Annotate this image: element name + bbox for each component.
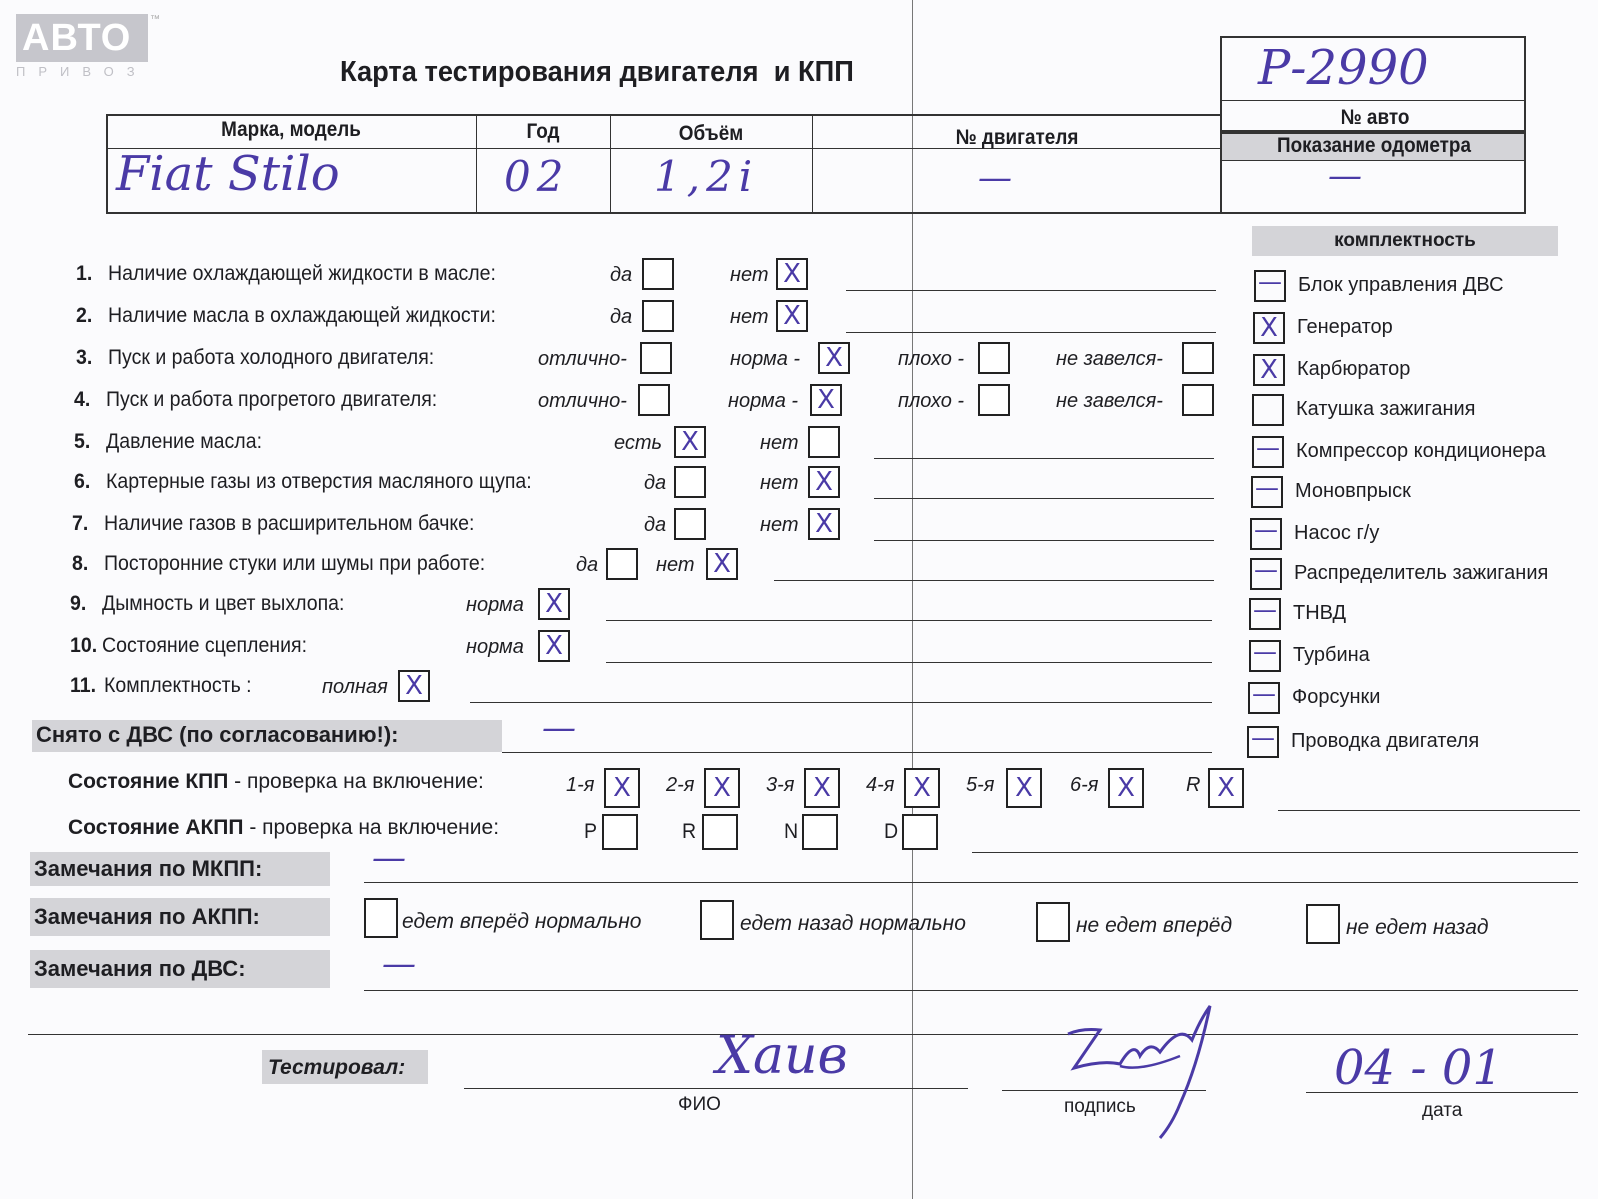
engine-number-value: — [978, 158, 1012, 198]
check-option-checkbox[interactable] [538, 588, 570, 620]
check-option-checkbox[interactable] [810, 384, 842, 416]
check-option-label: норма [466, 594, 524, 616]
check-label: Пуск и работа прогретого двигателя: [106, 388, 438, 411]
akpp-remark-checkbox[interactable] [1036, 902, 1070, 942]
date-label: дата [1422, 1100, 1463, 1121]
volume-label: Объём [678, 122, 744, 145]
check-label: Комплектность : [104, 674, 252, 697]
check-number: 5. [74, 430, 91, 453]
removed-label: Снято с ДВС (по согласованию!): [36, 722, 399, 747]
check-option-label: не завелся- [1056, 348, 1163, 370]
check-label: Давление масла: [106, 430, 262, 453]
volume-value: 1,2i [654, 152, 759, 201]
check-option-checkbox[interactable] [706, 548, 738, 580]
completeness-checkbox[interactable] [1254, 270, 1286, 302]
completeness-item-label: Генератор [1297, 316, 1393, 338]
kpp-label-rest: - проверка на включение: [228, 770, 484, 793]
check-option-label: да [576, 554, 599, 576]
remarks-akpp-label: Замечания по АКПП: [34, 904, 260, 929]
check-option-label: норма [466, 636, 524, 658]
check-option-checkbox[interactable] [640, 342, 672, 374]
check-number: 7. [72, 512, 89, 535]
remarks-mkpp-line [364, 882, 1578, 883]
col-divider [812, 114, 813, 214]
tested-by-label: Тестировал: [268, 1056, 406, 1079]
check-number: 8. [72, 552, 89, 575]
akpp-label [68, 816, 499, 840]
kpp-line [1278, 810, 1580, 811]
akpp-gear-checkbox[interactable] [802, 814, 838, 850]
check-option-label: нет [730, 264, 769, 286]
check-option-label: плохо - [898, 390, 965, 412]
check-notes-line [606, 662, 1212, 663]
check-option-checkbox[interactable] [776, 300, 808, 332]
completeness-checkbox[interactable] [1252, 436, 1284, 468]
check-option-label: да [610, 264, 633, 286]
akpp-label-bold: Состояние АКПП [68, 816, 244, 839]
check-option-label: да [644, 514, 667, 536]
col-divider [476, 114, 477, 214]
akpp-label-rest: - проверка на включение: [243, 816, 500, 839]
check-option-label: отлично- [538, 390, 627, 412]
check-option-checkbox[interactable] [808, 426, 840, 458]
check-option-checkbox[interactable] [808, 466, 840, 498]
kpp-gear-label: 4-я [866, 774, 895, 796]
kpp-gear-label: 6-я [1070, 774, 1099, 796]
odometer-value: — [1328, 156, 1362, 196]
check-label: Пуск и работа холодного двигателя: [108, 346, 435, 369]
auto-number-label: № авто [1340, 106, 1410, 129]
removed-line [502, 752, 1212, 753]
dash-mark: — [1253, 596, 1277, 624]
check-option-checkbox[interactable] [1182, 342, 1214, 374]
fio-label: ФИО [678, 1094, 721, 1115]
dash-mark: — [1254, 556, 1278, 584]
check-option-checkbox[interactable] [606, 548, 638, 580]
dash-mark: — [1255, 474, 1279, 502]
completeness-item-label: Форсунки [1292, 686, 1381, 708]
completeness-item-label: Моновпрыск [1295, 480, 1411, 502]
check-mark: Х [815, 509, 833, 539]
kpp-gear-label: R [1186, 774, 1201, 796]
akpp-gear-checkbox[interactable] [602, 814, 638, 850]
check-option-label: нет [760, 514, 799, 536]
check-notes-line [846, 332, 1216, 333]
completeness-checkbox[interactable] [1247, 726, 1279, 758]
check-notes-line [874, 498, 1214, 499]
completeness-item-label: Карбюратор [1297, 358, 1411, 380]
check-number: 4. [74, 388, 91, 411]
year-label: Год [526, 120, 560, 143]
kpp-gear-checkbox[interactable] [1108, 768, 1144, 808]
check-mark: Х [813, 773, 831, 803]
dash-mark: — [1251, 724, 1275, 752]
akpp-line [972, 852, 1578, 853]
check-mark: Х [783, 259, 801, 289]
check-option-label: отлично- [538, 348, 627, 370]
check-option-label: да [644, 472, 667, 494]
remarks-mkpp-value: — [372, 838, 406, 878]
check-option-label: нет [730, 306, 769, 328]
kpp-gear-checkbox[interactable] [1006, 768, 1042, 808]
check-mark: Х [713, 549, 731, 579]
akpp-remark-label: не едет вперёд [1076, 914, 1233, 937]
completeness-item-label: Компрессор кондиционера [1296, 440, 1546, 462]
check-mark: Х [817, 385, 835, 415]
check-option-label: не завелся- [1056, 390, 1163, 412]
logo-text: АВТО [16, 14, 148, 62]
akpp-gear-label: N [784, 820, 799, 843]
check-option-checkbox[interactable] [642, 300, 674, 332]
date-value: 04 - 01 [1334, 1040, 1503, 1096]
check-option-checkbox[interactable] [538, 630, 570, 662]
check-number: 3. [76, 346, 93, 369]
completeness-checkbox[interactable] [1250, 518, 1282, 550]
make-value: Fiat Stilo [116, 146, 340, 202]
check-label: Наличие охлаждающей жидкости в масле: [108, 262, 496, 285]
check-mark: Х [681, 427, 699, 457]
check-mark: Х [1015, 773, 1033, 803]
dash-mark: — [1256, 434, 1280, 462]
remarks-dvs-label: Замечания по ДВС: [34, 956, 246, 981]
completeness-checkbox[interactable] [1249, 598, 1281, 630]
check-mark: Х [783, 301, 801, 331]
signature-image [1060, 994, 1250, 1144]
check-option-checkbox[interactable] [978, 384, 1010, 416]
completeness-item-label: Распределитель зажигания [1294, 562, 1549, 584]
check-mark: Х [1260, 313, 1278, 343]
kpp-gear-label: 3-я [766, 774, 795, 796]
completeness-title: комплектность [1334, 230, 1476, 251]
check-number: 11. [70, 674, 97, 697]
completeness-item-label: Насос г/у [1294, 522, 1380, 544]
check-option-label: полная [322, 676, 388, 698]
completeness-item-label: Проводка двигателя [1291, 730, 1480, 752]
akpp-gear-label: P [584, 820, 598, 843]
akpp-gear-checkbox[interactable] [902, 814, 938, 850]
check-option-label: норма - [728, 390, 799, 412]
check-label: Картерные газы из отверстия масляного щупа: [106, 470, 532, 493]
header-table [106, 114, 1526, 214]
check-mark: Х [1217, 773, 1235, 803]
dash-mark: — [1252, 680, 1276, 708]
check-mark: Х [713, 773, 731, 803]
akpp-gear-label: D [884, 820, 899, 843]
check-option-label: да [610, 306, 633, 328]
completeness-item-label: ТНВД [1293, 602, 1347, 624]
check-mark: Х [545, 589, 563, 619]
kpp-gear-checkbox[interactable] [904, 768, 940, 808]
completeness-checkbox[interactable] [1249, 640, 1281, 672]
kpp-gear-label: 5-я [966, 774, 995, 796]
kpp-gear-checkbox[interactable] [804, 768, 840, 808]
check-option-checkbox[interactable] [638, 384, 670, 416]
check-option-checkbox[interactable] [808, 508, 840, 540]
check-option-checkbox[interactable] [674, 466, 706, 498]
kpp-gear-label: 2-я [666, 774, 695, 796]
check-option-label: нет [656, 554, 695, 576]
akpp-gear-label: R [682, 820, 697, 843]
check-notes-line [874, 458, 1214, 459]
check-option-label: нет [760, 432, 799, 454]
check-mark: Х [613, 773, 631, 803]
logo-subtext: ПРИВОЗ [16, 64, 148, 79]
completeness-checkbox[interactable] [1248, 682, 1280, 714]
check-option-label: норма - [730, 348, 801, 370]
check-label: Состояние сцепления: [102, 634, 308, 657]
check-number: 10. [70, 634, 98, 657]
check-option-label: есть [614, 432, 663, 454]
make-label: Марка, модель [221, 118, 361, 141]
check-mark: Х [815, 467, 833, 497]
akpp-remark-label: едет назад нормально [740, 912, 966, 935]
check-option-label: плохо - [898, 348, 965, 370]
dash-mark: — [1258, 268, 1282, 296]
check-option-checkbox[interactable] [674, 508, 706, 540]
check-number: 9. [70, 592, 87, 615]
year-value: 02 [504, 152, 570, 201]
completeness-item-label: Катушка зажигания [1296, 398, 1476, 420]
remarks-dvs-value: — [382, 944, 416, 984]
auto-number-divider [1222, 100, 1524, 101]
kpp-label [68, 770, 484, 794]
kpp-label-bold: Состояние КПП [68, 770, 229, 793]
kpp-gear-label: 1-я [566, 774, 595, 796]
remarks-dvs-line [364, 990, 1578, 991]
kpp-gear-checkbox[interactable] [1208, 768, 1244, 808]
akpp-remark-checkbox[interactable] [1306, 904, 1340, 944]
check-notes-line [846, 290, 1216, 291]
completeness-checkbox[interactable] [1253, 312, 1285, 344]
check-option-checkbox[interactable] [818, 342, 850, 374]
check-mark: Х [825, 343, 843, 373]
check-notes-line [774, 580, 1214, 581]
check-notes-line [606, 620, 1212, 621]
logo-tm: ™ [150, 14, 160, 25]
kpp-gear-checkbox[interactable] [604, 768, 640, 808]
check-number: 6. [74, 470, 91, 493]
check-label: Дымность и цвет выхлопа: [102, 592, 345, 615]
completeness-item-label: Блок управления ДВС [1298, 274, 1504, 296]
page-title: Карта тестирования двигателя и КПП [340, 56, 854, 88]
check-number: 2. [76, 304, 93, 327]
removed-value: — [542, 708, 576, 748]
fio-value: Хаив [716, 1026, 848, 1086]
kpp-gear-checkbox[interactable] [704, 768, 740, 808]
check-option-checkbox[interactable] [398, 670, 430, 702]
dash-mark: — [1254, 516, 1278, 544]
completeness-checkbox[interactable] [1252, 394, 1284, 426]
check-mark: Х [545, 631, 563, 661]
check-notes-line [874, 540, 1214, 541]
akpp-remark-checkbox[interactable] [700, 900, 734, 940]
col-divider [610, 114, 611, 214]
check-mark: Х [405, 671, 423, 701]
check-option-checkbox[interactable] [674, 426, 706, 458]
completeness-checkbox[interactable] [1253, 354, 1285, 386]
check-option-label: нет [760, 472, 799, 494]
odometer-divider [1222, 160, 1526, 161]
check-label: Наличие масла в охлаждающей жидкости: [108, 304, 496, 327]
akpp-remark-checkbox[interactable] [364, 898, 398, 938]
completeness-checkbox[interactable] [1251, 476, 1283, 508]
akpp-remark-label: едет вперёд нормально [402, 910, 642, 933]
engine-number-label: № двигателя [955, 126, 1079, 149]
odometer-label: Показание одометра [1277, 134, 1471, 157]
logo [16, 14, 160, 79]
remarks-mkpp-label: Замечания по МКПП: [34, 856, 263, 881]
check-mark: Х [1117, 773, 1135, 803]
check-option-checkbox[interactable] [776, 258, 808, 290]
akpp-remark-label: не едет назад [1346, 916, 1489, 939]
signature-label: подпись [1064, 1096, 1136, 1117]
akpp-gear-checkbox[interactable] [702, 814, 738, 850]
completeness-item-label: Турбина [1293, 644, 1370, 666]
check-notes-line [470, 702, 1212, 703]
check-option-checkbox[interactable] [978, 342, 1010, 374]
check-label: Посторонние стуки или шумы при работе: [104, 552, 486, 575]
auto-number-value: Р-2990 [1258, 40, 1429, 96]
check-number: 1. [76, 262, 93, 285]
check-option-checkbox[interactable] [1182, 384, 1214, 416]
completeness-checkbox[interactable] [1250, 558, 1282, 590]
check-option-checkbox[interactable] [642, 258, 674, 290]
fio-line [464, 1088, 968, 1089]
check-mark: Х [913, 773, 931, 803]
dash-mark: — [1253, 638, 1277, 666]
check-label: Наличие газов в расширительном бачке: [104, 512, 475, 535]
check-mark: Х [1260, 355, 1278, 385]
